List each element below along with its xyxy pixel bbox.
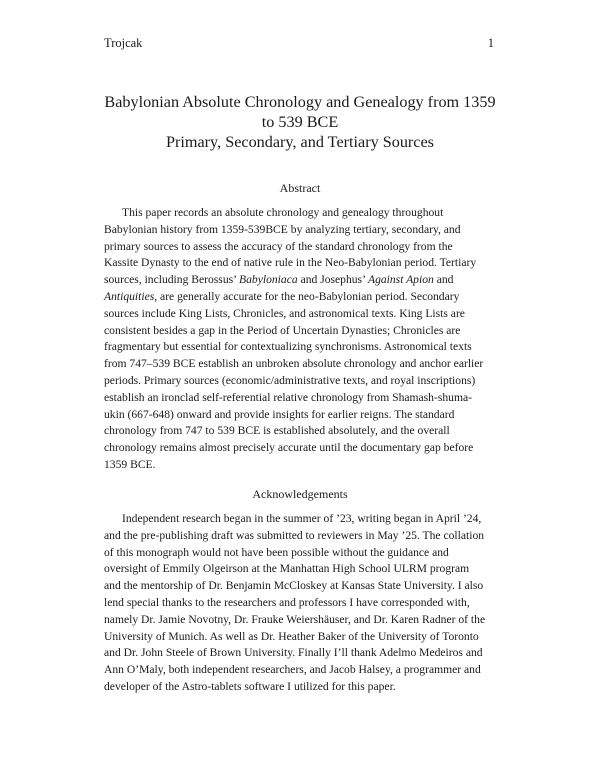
text-line: and the mentorship of Dr. Benjamin McCloskey at Kansas State University. I also [104,579,484,593]
text-line: Babylonian history from 1359-539BCE by analyzing tertiary, secondary, and [104,222,461,236]
text-line: chronology remains almost precisely accurate until the documentary gap before [104,441,474,455]
title-line: to 539 BCE [261,113,339,131]
text-line: fragmentary but essential for contextualizing synchronisms. Astronomical texts [104,340,472,354]
text-line: Kassite Dynasty to the end of native rule in the Neo-Babylonian period. Tertiary [104,256,477,270]
text-line: periods. Primary sources (economic/administrative texts, and royal inscriptions) [104,373,476,387]
paper-title [60,92,540,152]
text-fragment: , are generally accurate for the neo-Babylonian period. Secondary [154,289,460,303]
text-line: oversight of Emmily Olgeirson at the Manhattan High School ULRM program [104,562,470,576]
work-title: Babyloniaca [239,273,298,287]
text-line: primary sources to assess the accuracy of the standard chronology from the [104,239,453,253]
text-line: establish an ironclad self-referential relative chronology from Shamash-shuma- [104,390,472,404]
text-line: lend special thanks to the researchers and professors I have corresponded with, [104,595,470,609]
abstract-paragraph [104,205,496,474]
text-line: from 747–539 BCE establish an unbroken absolute chronology and anchor earlier [104,357,484,371]
text-line: and Dr. John Steele of Brown University. Finally I’ll thank Adelmo Medeiros and [104,646,483,660]
work-title: Against Apion [367,273,434,287]
text-line: ukin (667-648) onward and provide insights for earlier reigns. The standard [104,407,455,421]
acknowledgements-paragraph [104,511,496,696]
page-number: 1 [487,36,494,50]
acknowledgements-heading: Acknowledgements [252,487,348,501]
text-line: University of Munich. As well as Dr. Heather Baker of the University of Toronto [104,629,479,643]
text-line: consistent besides a gap in the Period of Uncertain Dynasties; Chronicles are [104,323,461,337]
text-line: 1359 BCE. [104,457,156,471]
running-head [104,36,494,51]
text-line: Ann O’Maly, both independent researchers, and Jacob Halsey, a programmer and [104,663,481,677]
title-line: Babylonian Absolute Chronology and Genealogy from 1359 [104,93,496,111]
text-fragment: sources, including Berossus’ [104,273,237,287]
text-line: of this monograph would not have been possible without the guidance and [104,545,449,559]
work-title: Antiquities [104,289,155,303]
abstract-heading: Abstract [279,181,321,195]
text-line [104,289,496,306]
text-line: This paper records an absolute chronology and genealogy throughout [122,206,444,219]
text-line: sources include King Lists, Chronicles, and astronomical texts. King Lists are [104,306,465,320]
author-name: Trojcak [104,36,143,50]
text-fragment: and Josephus’ [300,273,366,287]
text-fragment: and [436,273,454,287]
text-line: namely Dr. Jamie Novotny, Dr. Frauke Weiershäuser, and Dr. Karen Radner of the [104,612,486,626]
subtitle-line: Primary, Secondary, and Tertiary Sources [166,133,434,151]
text-line: Independent research began in the summer of ’23, writing began in April ’24, [122,512,482,525]
text-line: developer of the Astro-tablets software I utilized for this paper. [104,679,396,693]
text-line [104,272,496,289]
text-line: and the pre-publishing draft was submitted to reviewers in May ’25. The collation [104,528,485,542]
text-line: chronology from 747 to 539 BCE is established absolutely, and the overall [104,424,450,438]
